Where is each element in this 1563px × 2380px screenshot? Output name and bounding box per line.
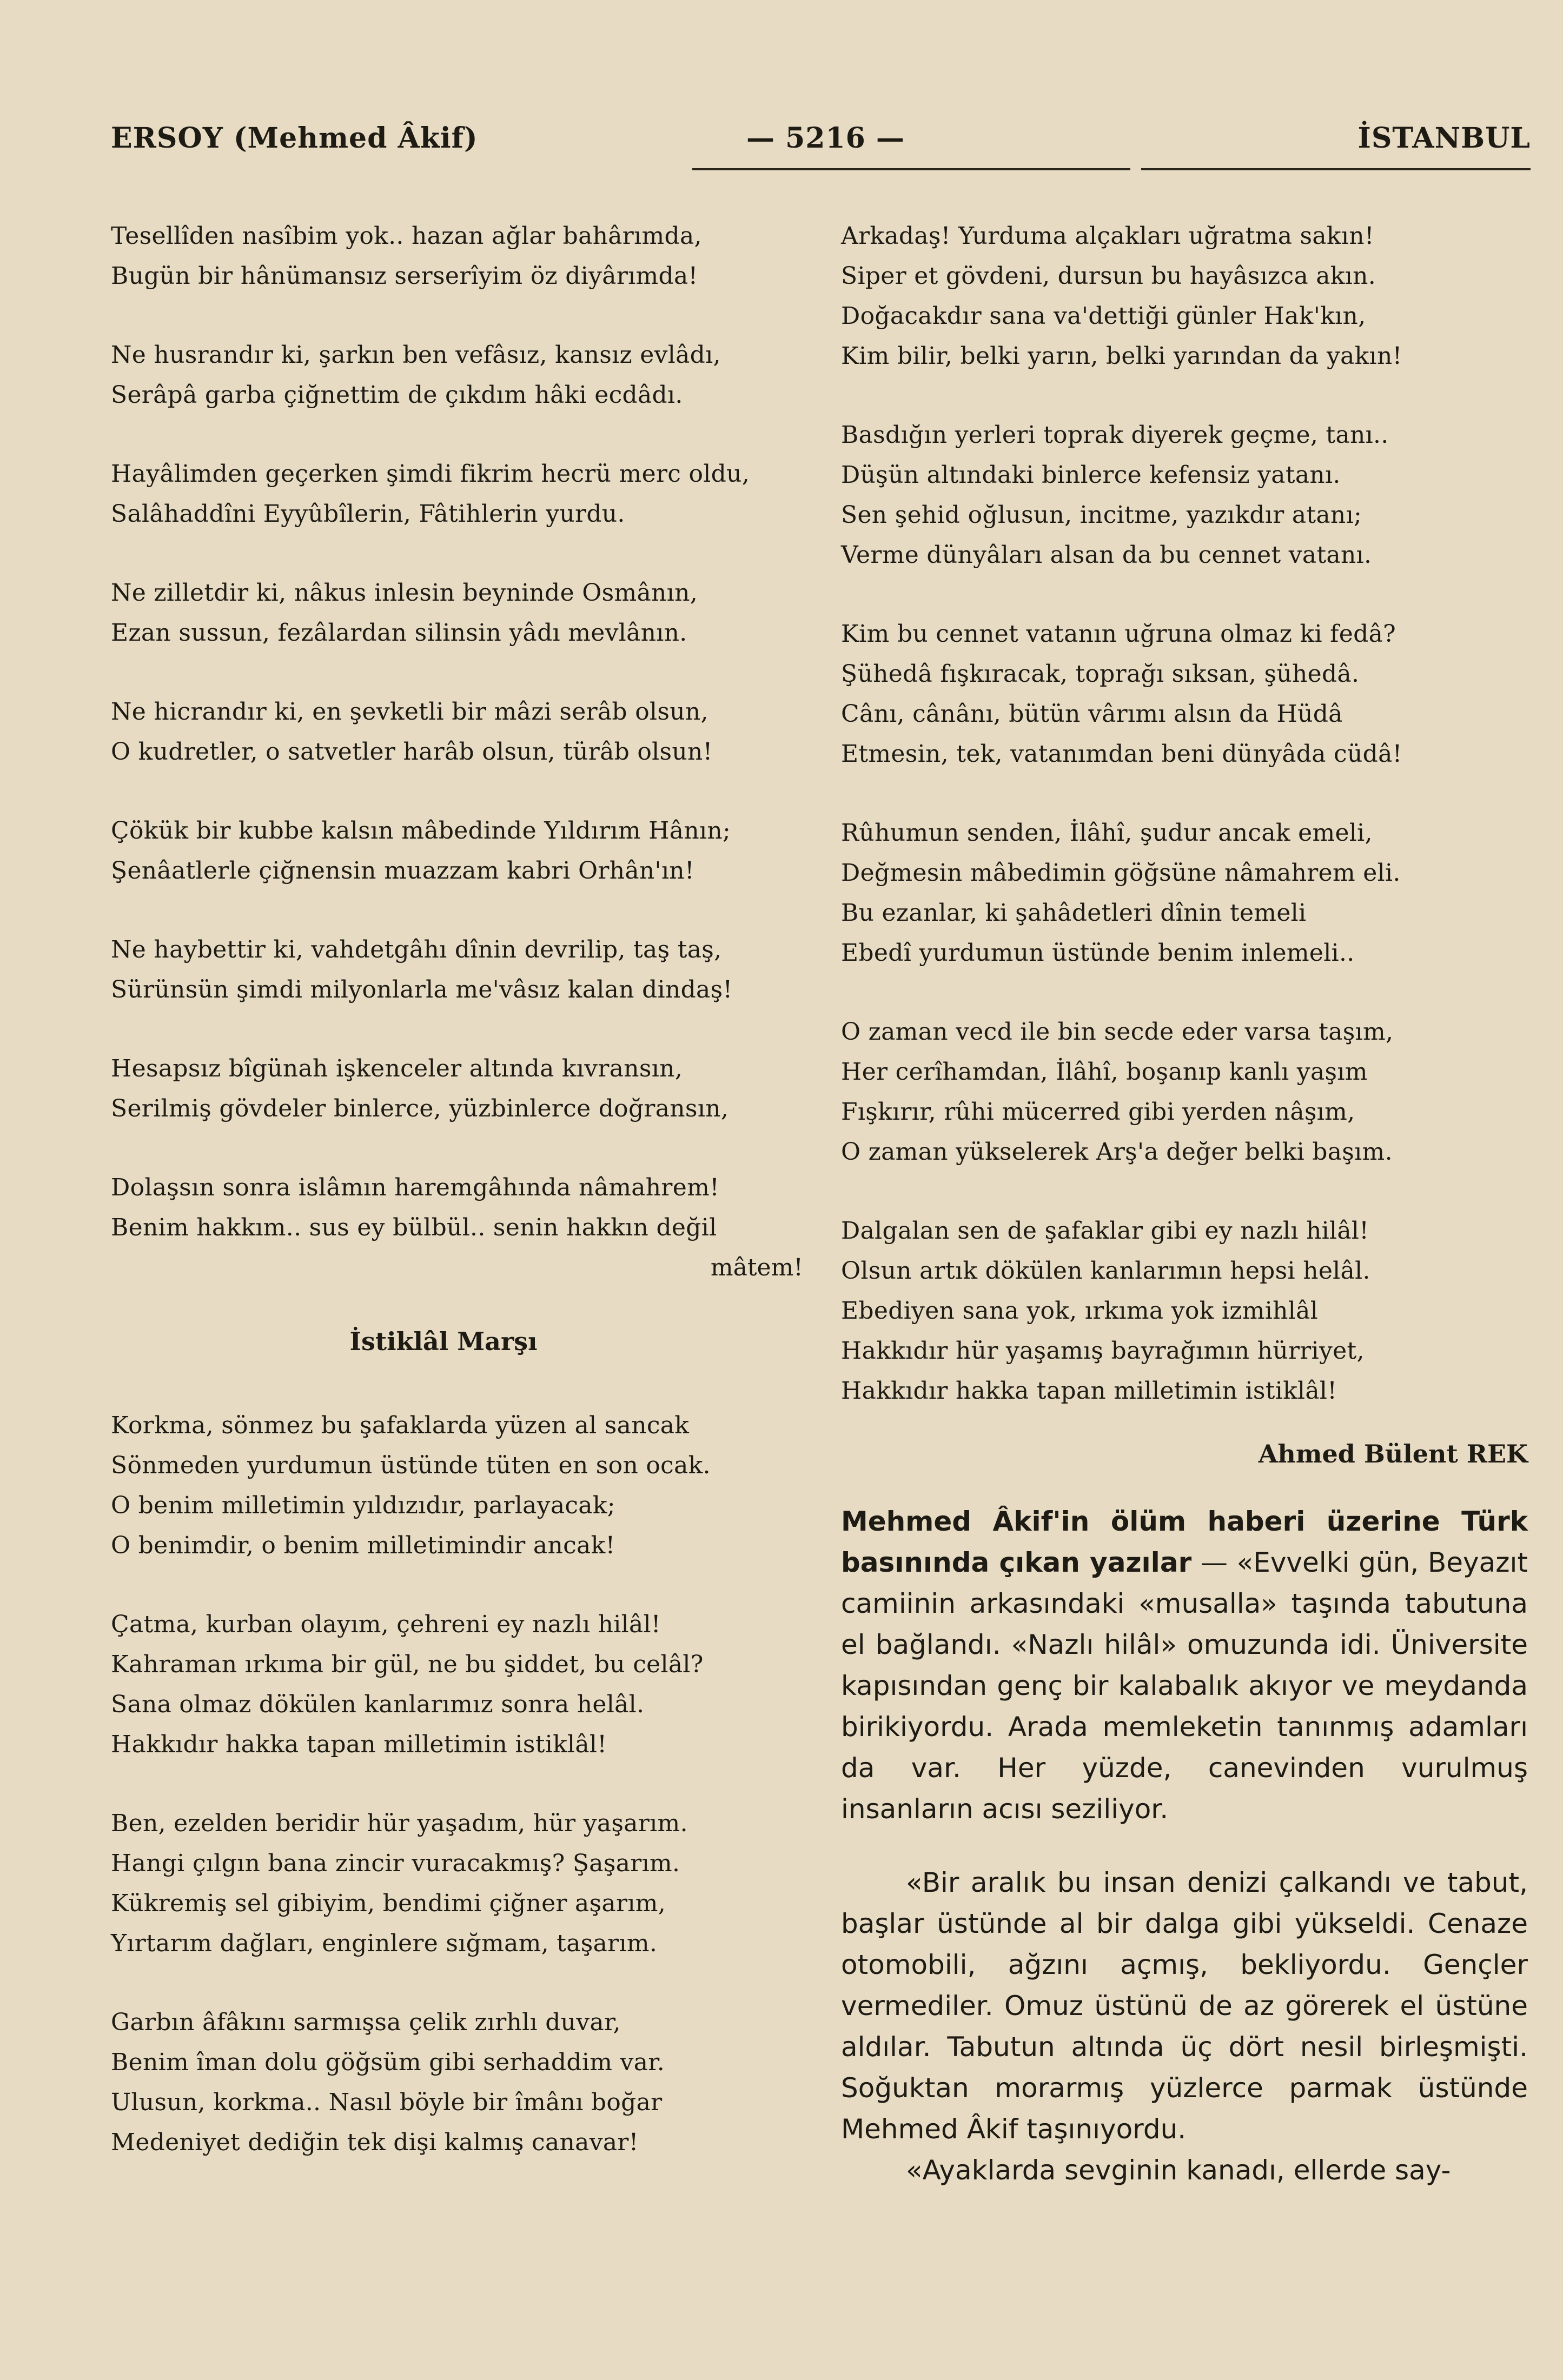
verse-line: Hayâlimden geçerken şimdi fikrim hecrü merc oldu, bbox=[111, 460, 750, 488]
header-rule-left bbox=[692, 168, 1130, 170]
header-rule-right bbox=[1141, 168, 1531, 170]
anthem-stanza bbox=[841, 813, 1528, 973]
article-paragraph: «Ayaklarda sevginin kanadı, ellerde say- bbox=[906, 2155, 1451, 2186]
verse-line: Arkadaş! Yurduma alçakları uğratma sakın! bbox=[841, 222, 1374, 250]
verse-line: Ulusun, korkma.. Nasıl böyle bir îmânı boğar bbox=[111, 2089, 663, 2116]
author-signature: Ahmed Bülent REK bbox=[1258, 1439, 1528, 1468]
verse-line: Sönmeden yurdumun üstünde tüten en son ocak. bbox=[111, 1452, 711, 1479]
article-paragraph bbox=[841, 1501, 1528, 1830]
anthem-stanza bbox=[841, 216, 1528, 376]
poem-stanza bbox=[111, 811, 814, 891]
verse-line: Ebedî yurdumun üstünde benim inlemeli.. bbox=[841, 939, 1355, 967]
verse-line: Her cerîhamdan, İlâhî, boşanıp kanlı yaşım bbox=[841, 1058, 1368, 1086]
verse-line: Şenâatlerle çiğnensin muazzam kabri Orhân'ın! bbox=[111, 857, 694, 885]
verse-line: Ebediyen sana yok, ırkıma yok izmihlâl bbox=[841, 1297, 1319, 1325]
header-title: ERSOY (Mehmed Âkif) bbox=[111, 122, 478, 155]
verse-line: Ne haybettir ki, vahdetgâhı dînin devrilip, taş taş, bbox=[111, 936, 722, 963]
verse-line: Sürünsün şimdi milyonlarla me'vâsız kalan dindaş! bbox=[111, 976, 733, 1003]
verse-line: Bugün bir hânümansız serserîyim öz diyârımda! bbox=[111, 262, 698, 290]
anthem-stanza bbox=[111, 2003, 814, 2163]
article-text: — «Evvelki gün, Beyazıt camiinin arkasındaki «musalla» taşında tabutuna el bağlandı. «Nazlı hilâl» omuzunda idi. Üniversite kapısından genç bir kalabalık akıyor ve meydanda birikiyordu. Arada memleketin tanınmış adamları da var. Her yüzde, canevinden vurulmuş insanların acısı seziliyor. bbox=[841, 1547, 1528, 1825]
verse-line: Korkma, sönmez bu şafaklarda yüzen al sancak bbox=[111, 1412, 690, 1439]
verse-line: Medeniyet dediğin tek dişi kalmış canavar! bbox=[111, 2129, 639, 2156]
verse-line: Hakkıdır hakka tapan milletimin istiklâl! bbox=[111, 1731, 607, 1758]
article-paragraph: «Bir aralık bu insan denizi çalkandı ve tabut, başlar üstünde al bir dalga gibi yükseldi. Cenaze otomobili, ağzını açmış, bekliyordu. Gençler vermediler. Omuz üstünü de az görerek el üstüne aldılar. Tabutun altında üç dört nesil birleşmişti. Soğuktan morarmış yüzlerce parmak üstünde Mehmed Âkif taşınıyordu. bbox=[841, 1867, 1528, 2145]
verse-line: Değmesin mâbedimin göğsüne nâmahrem eli. bbox=[841, 859, 1401, 887]
anthem-stanza bbox=[111, 1605, 814, 1765]
left-column bbox=[111, 216, 814, 2202]
poem-stanza bbox=[111, 1049, 814, 1129]
verse-line: Yırtarım dağları, enginlere sığmam, taşarım. bbox=[111, 1930, 658, 1957]
verse-line: Ne husrandır ki, şarkın ben vefâsız, kansız evlâdı, bbox=[111, 341, 721, 369]
verse-line: Çökük bir kubbe kalsın mâbedinde Yıldırım Hânın; bbox=[111, 817, 731, 845]
verse-line: Hakkıdır hakka tapan milletimin istiklâl! bbox=[841, 1377, 1337, 1405]
poem-stanza bbox=[111, 573, 814, 653]
poem-stanza bbox=[111, 335, 814, 415]
verse-line: Dalgalan sen de şafaklar gibi ey nazlı hilâl! bbox=[841, 1217, 1369, 1245]
verse-line: Kim bu cennet vatanın uğruna olmaz ki fedâ? bbox=[841, 620, 1396, 648]
anthem-stanza bbox=[841, 614, 1528, 774]
verse-line: Benim hakkım.. sus ey bülbül.. senin hakkın değil bbox=[111, 1214, 717, 1241]
verse-line: Çatma, kurban olayım, çehreni ey nazlı hilâl! bbox=[111, 1611, 661, 1638]
verse-line: Dolaşsın sonra islâmın haremgâhında nâmahrem! bbox=[111, 1174, 720, 1201]
verse-line: Kahraman ırkıma bir gül, ne bu şiddet, bu celâl? bbox=[111, 1651, 704, 1678]
verse-line: Fışkırır, rûhi mücerred gibi yerden nâşım, bbox=[841, 1098, 1355, 1126]
verse-line: Basdığın yerleri toprak diyerek geçme, tanı.. bbox=[841, 421, 1389, 449]
verse-line: Tesellîden nasîbim yok.. hazan ağlar bahârımda, bbox=[111, 222, 702, 250]
poem-stanza bbox=[111, 216, 814, 296]
verse-line: Sen şehid oğlusun, incitme, yazıkdır atanı; bbox=[841, 501, 1362, 529]
poem-stanza bbox=[111, 1168, 814, 1288]
verse-line: O zaman vecd ile bin secde eder varsa taşım, bbox=[841, 1018, 1394, 1046]
verse-line: Serilmiş gövdeler binlerce, yüzbinlerce doğransın, bbox=[111, 1095, 729, 1122]
verse-line: Benim îman dolu göğsüm gibi serhaddim var. bbox=[111, 2049, 665, 2076]
verse-line: Verme dünyâları alsan da bu cennet vatanı. bbox=[841, 541, 1372, 569]
verse-line: O benimdir, o benim milletimindir ancak! bbox=[111, 1532, 615, 1559]
verse-line: Olsun artık dökülen kanlarımın hepsi helâl. bbox=[841, 1257, 1370, 1285]
verse-line: Kükremiş sel gibiyim, bendimi çiğner aşarım, bbox=[111, 1890, 666, 1917]
verse-line: O zaman yükselerek Arş'a değer belki başım. bbox=[841, 1138, 1393, 1166]
verse-line: Doğacakdır sana va'dettiği günler Hak'kın, bbox=[841, 302, 1366, 330]
verse-line: Şühedâ fışkıracak, toprağı sıksan, şühedâ. bbox=[841, 660, 1360, 688]
article-lead: Mehmed Âkif'in ölüm haberi üzerine Türk basınında çıkan yazılar bbox=[841, 1506, 1528, 1578]
verse-line: Serâpâ garba çiğnettim de çıkdım hâki ecdâdı. bbox=[111, 381, 683, 409]
poem-title: İstiklâl Marşı bbox=[349, 1327, 538, 1356]
verse-line: Cânı, cânânı, bütün vârımı alsın da Hüdâ bbox=[841, 700, 1343, 728]
verse-line: Hangi çılgın bana zincir vuracakmış? Şaşarım. bbox=[111, 1850, 680, 1877]
page-header bbox=[111, 122, 1531, 165]
verse-line: Ne hicrandır ki, en şevketli bir mâzi serâb olsun, bbox=[111, 698, 708, 726]
anthem-stanza bbox=[111, 1804, 814, 1964]
verse-line: Etmesin, tek, vatanımdan beni dünyâda cüdâ! bbox=[841, 740, 1402, 768]
anthem-stanza bbox=[841, 415, 1528, 575]
verse-line: Düşün altındaki binlerce kefensiz yatanı. bbox=[841, 461, 1341, 489]
verse-line: Hesapsız bîgünah işkenceler altında kıvransın, bbox=[111, 1055, 683, 1082]
anthem-stanza bbox=[841, 1012, 1528, 1172]
verse-line: Salâhaddîni Eyyûbîlerin, Fâtihlerin yurdu. bbox=[111, 500, 625, 528]
page-number: — 5216 — bbox=[746, 122, 905, 155]
verse-line: Siper et gövdeni, dursun bu hayâsızca akın. bbox=[841, 262, 1376, 290]
verse-line: O kudretler, o satvetler harâb olsun, türâb olsun! bbox=[111, 738, 713, 766]
verse-line: Bu ezanlar, ki şahâdetleri dînin temeli bbox=[841, 899, 1307, 927]
verse-line: Rûhumun senden, İlâhî, şudur ancak emeli, bbox=[841, 819, 1373, 847]
poem-stanza bbox=[111, 930, 814, 1010]
verse-line: Hakkıdır hür yaşamış bayrağımın hürriyet, bbox=[841, 1337, 1365, 1365]
verse-line: Ne zilletdir ki, nâkus inlesin beyninde Osmânın, bbox=[111, 579, 698, 607]
poem-stanza bbox=[111, 454, 814, 534]
verse-line: Garbın âfâkını sarmışsa çelik zırhlı duvar, bbox=[111, 2009, 621, 2036]
poem-stanza bbox=[111, 692, 814, 772]
right-column bbox=[841, 216, 1528, 2223]
anthem-stanza bbox=[841, 1211, 1528, 1411]
verse-line: Sana olmaz dökülen kanlarımız sonra helâl. bbox=[111, 1691, 645, 1718]
verse-line: Kim bilir, belki yarın, belki yarından da yakın! bbox=[841, 342, 1402, 370]
header-section: İSTANBUL bbox=[1357, 122, 1531, 155]
verse-line: Ezan sussun, fezâlardan silinsin yâdı mevlânın. bbox=[111, 619, 687, 647]
anthem-stanza bbox=[111, 1406, 814, 1566]
verse-line: Ben, ezelden beridir hür yaşadım, hür yaşarım. bbox=[111, 1810, 688, 1837]
verse-line-continuation: mâtem! bbox=[710, 1254, 803, 1281]
verse-line: O benim milletimin yıldızıdır, parlayacak; bbox=[111, 1492, 615, 1519]
